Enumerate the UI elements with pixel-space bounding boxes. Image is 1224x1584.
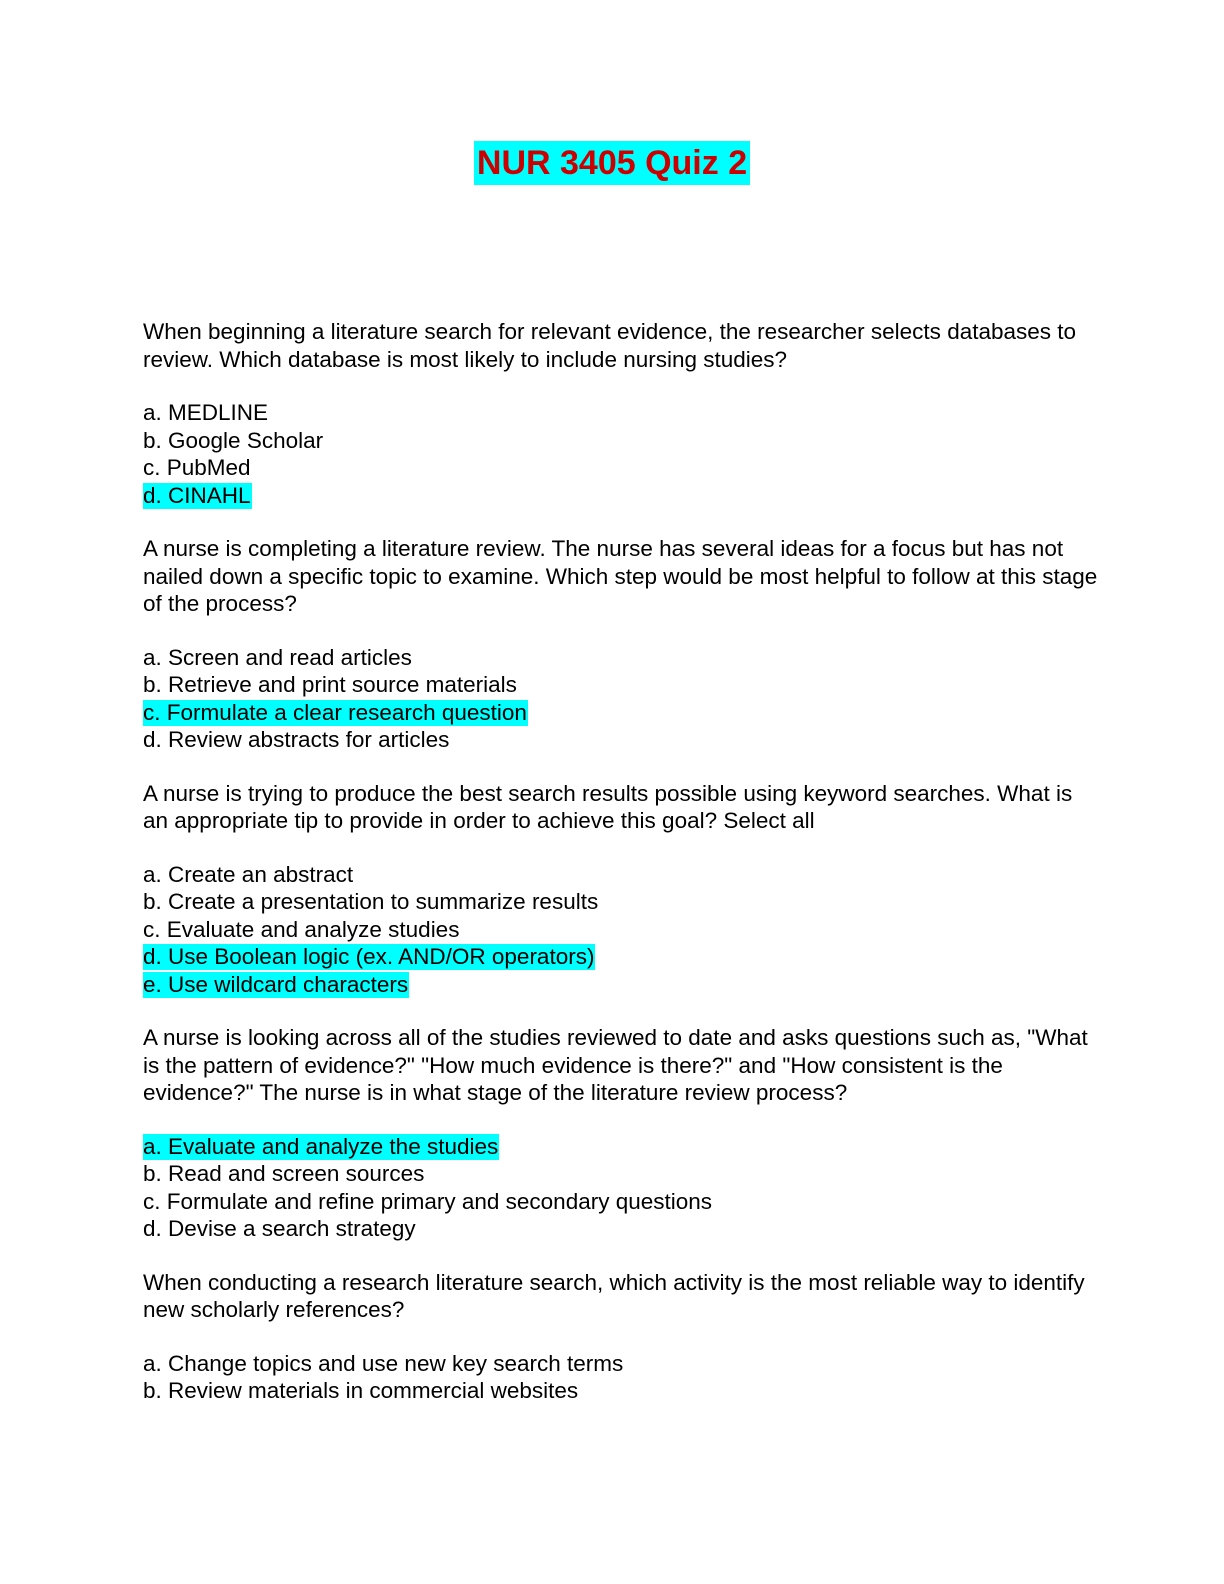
answer-option-text: a. Change topics and use new key search terms [143,1350,624,1376]
question-text: When conducting a research literature search, which activity is the most reliable way to identify new scholarly references? [143,1269,1085,1322]
question-2 [143,535,1103,754]
answer-option [143,1377,1103,1405]
answer-option-text: b. Review materials in commercial websites [143,1378,579,1403]
answer-option-text: c. Formulate a clear research question [143,699,527,725]
question-4 [143,1024,1103,1243]
answer-option [143,427,1103,455]
answer-option-text: a. Screen and read articles [143,644,412,670]
answer-options [143,399,1103,509]
question-text: A nurse is completing a literature review. The nurse has several ideas for a focus but has not nailed down a specific topic to examine. Which step would be most helpful to follow at this stage of the process? [143,536,1098,616]
question-text: A nurse is looking across all of the studies reviewed to date and asks questions such as, "What is the pattern of evidence?" "How much evidence is there?" and "How consistent is the evidence?" The nurse is in what stage of the literature review process? [143,1025,1088,1105]
answer-option-text: b. Google Scholar [143,427,324,453]
answer-option-text: d. Devise a search strategy [143,1216,416,1241]
answer-options [143,1350,1103,1405]
answer-option-text: b. Retrieve and print source materials [143,672,517,697]
answer-option-text: c. Formulate and refine primary and secondary questions [143,1188,713,1214]
question-5 [143,1269,1103,1405]
question-text: When beginning a literature search for relevant evidence, the researcher selects databases to review. Which database is most likely to include nursing studies? [143,319,1077,372]
answer-option [143,916,1103,944]
answer-option [143,644,1103,672]
answer-option [143,1133,1103,1161]
document-title: NUR 3405 Quiz 2 [474,141,750,185]
answer-option [143,399,1103,427]
answer-option-text: a. Evaluate and analyze the studies [143,1133,499,1159]
title-container [0,141,1224,185]
answer-option [143,861,1103,889]
quiz-content [143,318,1103,1431]
answer-option-text: d. Review abstracts for articles [143,727,450,752]
answer-option [143,971,1103,999]
answer-option [143,699,1103,727]
answer-option [143,726,1103,754]
answer-option [143,1160,1103,1188]
answer-option [143,888,1103,916]
answer-option [143,1188,1103,1216]
answer-option-text: b. Read and screen sources [143,1161,425,1186]
answer-option [143,1350,1103,1378]
answer-option [143,1215,1103,1243]
answer-option-text: b. Create a presentation to summarize results [143,889,599,914]
answer-option [143,943,1103,971]
answer-option-text: a. Create an abstract [143,861,354,887]
answer-options [143,861,1103,999]
answer-option-text: c. PubMed [143,455,251,480]
answer-option-text: d. CINAHL [143,482,251,508]
answer-option-text: c. Evaluate and analyze studies [143,916,460,942]
answer-options [143,1133,1103,1243]
question-3 [143,780,1103,999]
answer-option [143,482,1103,510]
answer-option-text: e. Use wildcard characters [143,971,409,997]
answer-option [143,671,1103,699]
answer-option-text: a. MEDLINE [143,400,269,425]
question-text: A nurse is trying to produce the best search results possible using keyword searches. What is an appropriate tip to provide in order to achieve this goal? Select all [143,780,1073,833]
question-1 [143,318,1103,509]
answer-option [143,454,1103,482]
answer-options [143,644,1103,754]
answer-option-text: d. Use Boolean logic (ex. AND/OR operators) [143,944,595,969]
